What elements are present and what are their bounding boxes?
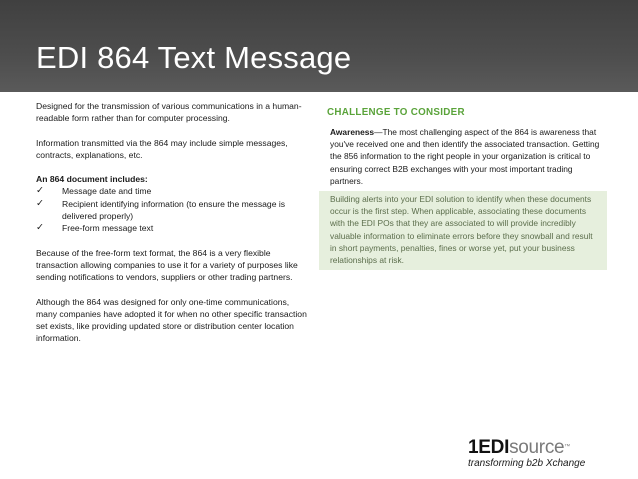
company-logo <box>468 438 608 474</box>
info-paragraph: Information transmitted via the 864 may include simple messages, contracts, explanations, etc. <box>36 137 288 160</box>
awareness-text: —The most challenging aspect of the 864 is awareness that you've received one and then identify the associated transaction. Getting the 856 information to the right people in your organization is critical to ensuring correct B2B exchanges with your most important trading partners. <box>330 127 600 186</box>
awareness-paragraph <box>330 126 606 187</box>
tip-box <box>319 191 607 270</box>
challenge-panel <box>319 104 607 270</box>
logo-wordmark <box>468 438 608 457</box>
awareness-label: Awareness <box>330 127 375 137</box>
left-column <box>36 100 308 345</box>
logo-one: 1 <box>468 437 479 458</box>
list-item-text: Message date and time <box>62 186 152 197</box>
list-item-text: Recipient identifying information (to ensure the message is delivered properly) <box>62 198 286 222</box>
list-item <box>36 185 308 197</box>
includes-heading: An 864 document includes: <box>36 174 148 185</box>
includes-list <box>36 185 308 234</box>
slide-title: EDI 864 Text Message <box>36 40 352 75</box>
title-bar <box>0 0 638 92</box>
checkmark-icon: ✓ <box>36 185 44 197</box>
adopted-paragraph: Although the 864 was designed for only one-time communications, many companies have adopted it for when no other specific transaction set exists, like providing updated store or distribution center location information. <box>36 296 307 344</box>
trademark-symbol: ™ <box>564 444 570 450</box>
tip-text: Building alerts into your EDI solution to identify when these documents occur is the first step. When applicable, associating these documents with the EDI POs that they are associated to will provide incredibly valuable information to eliminate errors before they snowball and result in short payments, penalties, fines or worse yet, put your business relationships at risk. <box>330 194 593 266</box>
logo-edi: EDI <box>478 437 510 458</box>
list-item <box>36 222 308 234</box>
logo-source: source <box>509 437 565 458</box>
list-item-text: Free-form message text <box>62 223 154 234</box>
challenge-heading: CHALLENGE TO CONSIDER <box>327 107 465 118</box>
intro-paragraph: Designed for the transmission of various communications in a human-readable form rather than for computer processing. <box>36 101 302 124</box>
flexible-paragraph: Because of the free-form text format, the 864 is a very flexible transaction allowing companies to use it for a variety of purposes like sending notifications to vendors, suppliers or other trading partners. <box>36 247 298 283</box>
list-item <box>36 198 308 223</box>
logo-tagline: transforming b2b Xchange <box>468 458 586 469</box>
checkmark-icon: ✓ <box>36 197 44 209</box>
checkmark-icon: ✓ <box>36 222 44 234</box>
